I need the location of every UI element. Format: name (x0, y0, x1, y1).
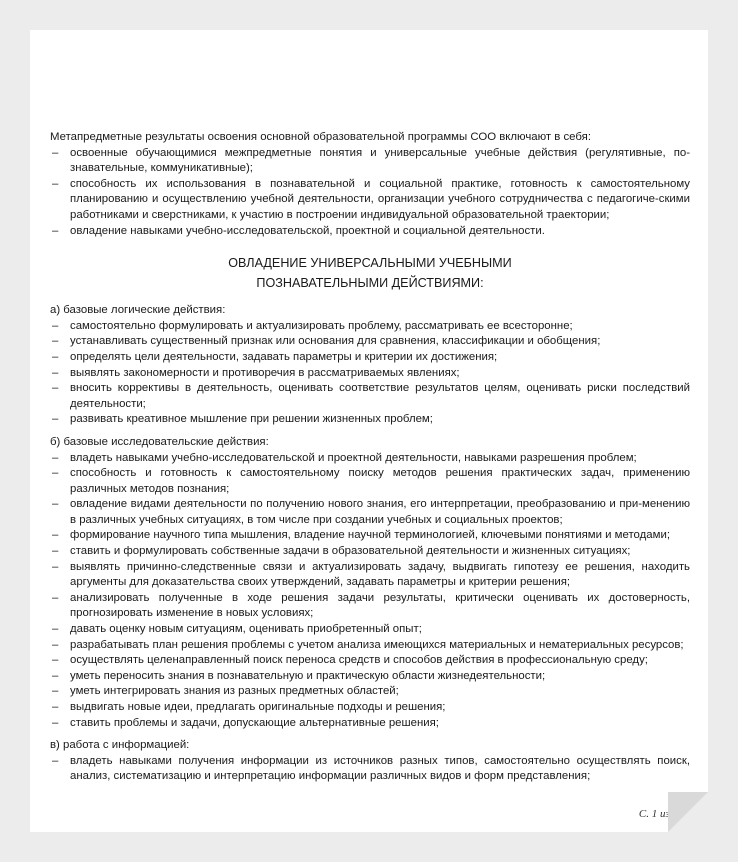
list-item: – определять цели деятельности, задавать параметры и критерии их достижения; (50, 350, 690, 366)
section-c-title: в) работа с информацией: (50, 739, 190, 752)
list-item: – овладение видами деятельности по получению нового знания, его интерпретации, преобразованию и при-менению в различных учебных ситуациях, в том числе при создании учебных и социальных проектов; (50, 497, 690, 528)
list-item: – способность и готовность к самостоятельному поиску методов решения практических задач, применению различных методов познания; (50, 466, 690, 497)
list-item: – самостоятельно формулировать и актуализировать проблему, рассматривать ее всесторонне; (50, 319, 690, 335)
heading-line-2: ПОЗНАВАТЕЛЬНЫМИ ДЕЙСТВИЯМИ: (256, 276, 484, 291)
list-item: – выявлять закономерности и противоречия в рассматриваемых явлениях; (50, 366, 690, 382)
page-curl-corner (668, 792, 708, 832)
list-item: – вносить коррективы в деятельность, оценивать соответствие результатов целям, оценивать риски последствий деятельности; (50, 381, 690, 412)
list-item: – осуществлять целенаправленный поиск переноса средств и способов действия в профессиональную среду; (50, 653, 690, 669)
section-a-list (50, 319, 690, 428)
list-item: – разрабатывать план решения проблемы с учетом анализа имеющихся материальных и нематериальных ресурсов; (50, 638, 690, 654)
intro-list (50, 146, 690, 240)
list-item: – устанавливать существенный признак или основания для сравнения, классификации и обобщения; (50, 334, 690, 350)
section-b-title: б) базовые исследовательские действия: (50, 435, 269, 448)
list-item: – владеть навыками учебно-исследовательской и проектной деятельности, навыками разрешения проблем; (50, 451, 690, 467)
document-page (30, 30, 708, 832)
heading-line-1: ОВЛАДЕНИЕ УНИВЕРСАЛЬНЫМИ УЧЕБНЫМИ (228, 256, 512, 271)
list-item: – ставить проблемы и задачи, допускающие альтернативные решения; (50, 716, 690, 732)
intro-lead: Метапредметные результаты освоения основной образовательной программы СОО включают в себя: (50, 131, 591, 143)
section-b-list (50, 451, 690, 732)
list-item: – уметь переносить знания в познавательную и практическую области жизнедеятельности; (50, 669, 690, 685)
list-item: – овладение навыками учебно-исследовательской, проектной и социальной деятельности. (50, 224, 690, 240)
list-item: – выявлять причинно-следственные связи и актуализировать задачу, выдвигать гипотезу ее решения, находить аргументы для доказательства своих утверждений, задавать параметры и критерии решения; (50, 560, 690, 591)
list-item: – уметь интегрировать знания из разных предметных областей; (50, 684, 690, 700)
page-number: С. 1 из 3 (638, 808, 678, 820)
list-item: – освоенные обучающимися межпредметные понятия и универсальные учебные действия (регулятивные, по-знавательные, коммуникативные); (50, 146, 690, 177)
list-item: – способность их использования в познавательной и социальной практике, готовность к самостоятельному планированию и осуществлению учебной деятельности, организации учебного сотрудничества с педагогиче-скими работниками и сверстниками, к участию в построении индивидуальной образовательной траектории; (50, 177, 690, 224)
document-body (50, 130, 690, 785)
list-item: – развивать креативное мышление при решении жизненных проблем; (50, 412, 690, 428)
section-c-list (50, 754, 690, 785)
list-item: – анализировать полученные в ходе решения задачи результаты, критически оценивать их достоверность, прогнозировать изменение в новых условиях; (50, 591, 690, 622)
list-item: – владеть навыками получения информации из источников разных типов, самостоятельно осуществлять поиск, анализ, систематизацию и интерпретацию информации различных видов и форм представления; (50, 754, 690, 785)
list-item: – формирование научного типа мышления, владение научной терминологией, ключевыми понятиями и методами; (50, 528, 690, 544)
section-heading (50, 253, 690, 293)
section-a-title: а) базовые логические действия: (50, 304, 226, 317)
list-item: – ставить и формулировать собственные задачи в образовательной деятельности и жизненных ситуациях; (50, 544, 690, 560)
list-item: – выдвигать новые идеи, предлагать оригинальные подходы и решения; (50, 700, 690, 716)
list-item: – давать оценку новым ситуациям, оценивать приобретенный опыт; (50, 622, 690, 638)
